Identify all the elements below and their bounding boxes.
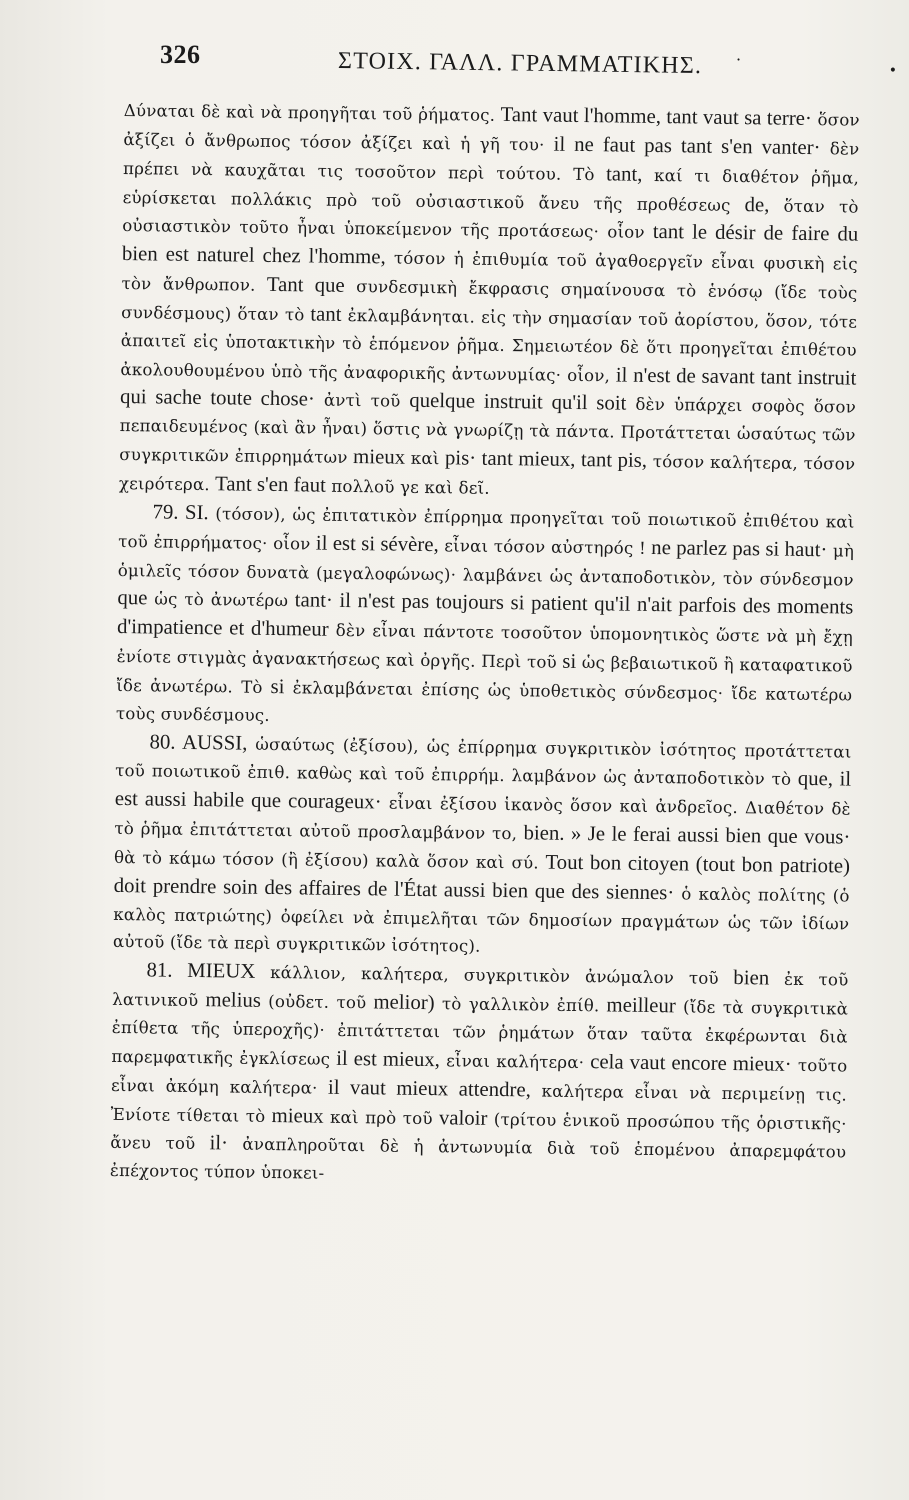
greek-text-run: καλήτερα εἶναι νὰ περιμείνῃ τις. Ἐνίοτε τίθεται τὸ (110, 1081, 848, 1126)
french-text-run: mieux (265, 1103, 324, 1128)
greek-text-run: Δύναται δὲ καὶ νὰ προηγῆται τοῦ ῥήματος. (123, 100, 496, 125)
french-text-run: melius (198, 988, 262, 1013)
french-text-run: si (556, 649, 577, 673)
greek-text-run: δὲν πρέπει νὰ καυχᾶται τις τοσοῦτον περὶ τούτου. Τὸ (122, 138, 860, 184)
french-text-run: bien (718, 966, 770, 990)
header-mark: · (736, 50, 742, 69)
greek-text-run: ὁ καλὸς πολίτης (ὁ καλὸς πατριώτης) ὀφείλει νὰ ἐπιμελῆται τῶν δημοσίων πραγμάτων ὡς τῶν ἰδίων αὐτοῦ (ἴδε τὰ περὶ συγκριτικῶν ἰσότητος). (112, 884, 850, 957)
greek-text-run: δὲν εἶναι πάντοτε τοσοῦτον ὑπομονητικὸς ὥστε νὰ μὴ ἔχῃ ἐνίοτε στιγμὰς ἀγανακτήσεως καὶ ὀργῆς. Περὶ τοῦ (116, 620, 854, 672)
greek-text-run: ὅσον ἀξίζει ὁ ἄνθρωπος τόσον ἀξίζει καὶ ἡ γῆ του· (123, 110, 860, 155)
french-text-run: il est si sévère, (310, 531, 439, 556)
greek-text-run: ὡσαύτως (ἐξίσου), ὡς ἐπίρρημα συγκριτικὸν ἰσότητος προτάττεται τοῦ ποιωτικοῦ ἐπιθ. καθὼς καὶ τοῦ ἐπιρρήμ. λαμβάνον ὡς ἀνταποδοτικὸν τὸ (115, 734, 852, 790)
greek-text-run: εἶναι ἐξίσου ἱκανὸς ὅσον καὶ ἀνδρεῖος. Διαθέτον δὲ τὸ ῥῆμα ἐπιτάττεται αὐτοῦ προσλαμβάνον το, (114, 793, 851, 844)
greek-text-run: τόσον ἡ ἐπιθυμία τοῦ ἀγαθοεργεῖν εἶναι φυσικὴ εἰς τὸν ἄνθρωπον. (121, 248, 858, 295)
greek-text-run: καὶ πρὸ τοῦ (323, 1107, 433, 1128)
french-text-run: tant, (594, 161, 643, 186)
french-text-run: que (117, 586, 148, 610)
greek-text-run: μὴ ὁμιλεῖς τόσον δυνατὰ (μεγαλοφώνως)· λαμβάνει ὡς ἀνταποδοτικὸν, τὸν σύνδεσμον (117, 540, 855, 590)
french-text-run: melior) (366, 990, 435, 1015)
greek-text-run: ὡς βεβαιωτικοῦ ἢ καταφατικοῦ ἴδε ἀνωτέρω. Τὸ (116, 652, 853, 697)
greek-text-run: πολλοῦ γε καὶ δεῖ. (325, 476, 490, 498)
greek-text-run: τὸ γαλλικὸν ἐπίθ. (434, 994, 600, 1016)
french-text-run: mieux (347, 445, 406, 469)
french-text-run: quelque instruit qu'il soit (400, 389, 627, 416)
greek-text-run: (ἴδε τὰ συγκριτικὰ ἐπίθετα τῆς ὑπεροχῆς)· ἐπιτάττεται τῶν ῥημάτων ὅταν ταῦτα ἐκφέρωνται διὰ παρεμφατικῆς ἐγκλίσεως (111, 997, 849, 1069)
paragraph-aussi (113, 728, 852, 966)
greek-text-run: ὡς τὸ ἀνωτέρω (147, 589, 289, 611)
french-text-run: ne parlez pas si haut· (645, 535, 828, 561)
greek-text-run: (οὐδετ. τοῦ (260, 992, 367, 1013)
french-text-run: 80. AUSSI, (149, 729, 248, 755)
french-text-run: Tout bon citoyen (tout bon patriote) doit prendre soin des affaires de l'État aussi bien que des siennes· (113, 850, 851, 905)
greek-text-run: ἐκλαμβάνεται ἐπίσης ὡς ὑποθετικὸς σύνδεσμος· ἴδε κατωτέρω τοὺς συνδέσμους. (115, 678, 853, 725)
greek-text-run: καί τι διαθέτον ῥῆμα, εὑρίσκεται πολλάκις πρὸ τοῦ οὐσιαστικοῦ ἄνευ τῆς προθέσεως (122, 165, 860, 215)
paragraph-si (116, 498, 855, 737)
greek-text-run: ἀναπληροῦται δὲ ἡ ἀντωνυμία διὰ τοῦ ἑπομένου ἀπαρεμφάτου ἐπέχοντος τύπον ὑποκει- (109, 1134, 847, 1183)
edge-mark: • (888, 63, 897, 79)
page-number: 326 (160, 40, 201, 69)
french-text-run: tant (304, 302, 342, 326)
french-text-run: il· (195, 1131, 229, 1155)
french-text-run: il vaut mieux attendre, (317, 1075, 532, 1102)
french-text-run: il est mieux, (330, 1046, 441, 1072)
french-text-run: cela vaut encore mieux· (584, 1049, 792, 1076)
greek-text-run: τοῦτο εἶναι ἀκόμη καλήτερα· (110, 1055, 848, 1098)
greek-text-run: ἐκλαμβάνηται. εἰς τὴν σημασίαν τοῦ ἀορίστου, ὅσον, τότε ἀπαιτεῖ εἰς ὑποτακτικὴν τὸ ἑπόμενον ῥῆμα. Σημειωτέον δὲ ὅτι προηγεῖται ἐπιθέτου ἀκολουθουμένου ὑπὸ τῆς ἀναφορικῆς ἀντωνυμίας· οἷον, (120, 305, 858, 385)
french-text-run: pis· tant mieux, tant pis, (439, 446, 648, 473)
greek-text-run: τόσον καλήτερα, τόσον χειρότερα. (118, 452, 856, 495)
greek-text-run: ὅταν τὸ οὐσιαστικὸν τοῦτο ἦναι ὑποκείμενον τῆς προτάσεως· οἷον (122, 195, 859, 243)
greek-text-run: εἶναι καλήτερα· (439, 1051, 585, 1072)
body-text (110, 96, 860, 1195)
french-text-run: il n'est de savant tant instruit qui sache toute chose· (119, 362, 857, 411)
french-text-run: meilleur (599, 993, 676, 1018)
french-text-run: de, (730, 192, 770, 216)
greek-text-run: συνδεσμικὴ ἔκφρασις σημαίνουσα τὸ ἑνόσῳ (ἴδε τοὺς συνδέσμους) ὅταν τὸ (121, 276, 858, 325)
page-header (160, 40, 900, 80)
french-text-run: 81. MIEUX (146, 958, 256, 984)
greek-text-run: καὶ (404, 448, 440, 469)
greek-text-run: κάλλιον, καλήτερα, συγκριτικὸν ἀνώμαλον τοῦ (255, 963, 719, 989)
french-text-run: bien. » Je le ferai aussi bien que vous· (516, 821, 851, 849)
greek-text-run: εἶναι τόσον αὐστηρός ! (438, 535, 647, 558)
french-text-run: Tant que (255, 272, 345, 297)
greek-text-run: (τρίτου ἑνικοῦ προσώπου τῆς ὁριστικῆς· ἄνευ τοῦ (110, 1109, 847, 1154)
french-text-run: si (262, 674, 285, 699)
greek-text-run: ἐκ τοῦ λατινικοῦ (112, 969, 849, 1011)
french-text-run: 79. SI. (152, 500, 209, 524)
greek-text-run: (τόσον), ὡς ἐπιτατικὸν ἐπίρρημα προηγεῖται τοῦ ποιωτικοῦ ἐπιθέτου καὶ τοῦ ἐπιρρήματος· οἷον (118, 503, 855, 554)
greek-text-run: δὲν ὑπάρχει σοφὸς ὅσον πεπαιδευμένος (καὶ ἂν ἦναι) ὅστις νὰ γνωρίζῃ τὰ πάντα. Προτάττεται ὡσαύτως τῶν συγκριτικῶν ἐπιρρημάτων (119, 395, 857, 468)
paragraph-mieux (110, 956, 849, 1194)
greek-text-run: ἀντὶ τοῦ (314, 390, 401, 412)
french-text-run: Tant vaut l'homme, tant vaut sa terre· (495, 102, 813, 131)
french-text-run: valoir (432, 1105, 488, 1130)
running-title: ΣΤΟΙΧ. ΓΑΛΛ. ΓΡΑΜΜΑΤΙΚΗΣ. (337, 48, 703, 80)
french-text-run: tant· il n'est pas toujours si patient qu'il n'ait parfois des moments d'impatience et d'humeur (116, 588, 854, 641)
french-text-run: Tant s'en faut (209, 472, 327, 497)
french-text-run: il ne faut pas tant s'en vanter· (544, 132, 821, 159)
paragraph-tant (119, 96, 860, 507)
french-text-run: que, il est aussi habile que courageux· (114, 767, 852, 814)
french-text-run: tant le désir de faire du bien est naturel chez l'homme, (121, 220, 859, 269)
greek-text-run: θὰ τὸ κάμω τόσον (ἢ ἐξίσου) καλὰ ὅσον καὶ σύ. (113, 847, 539, 873)
